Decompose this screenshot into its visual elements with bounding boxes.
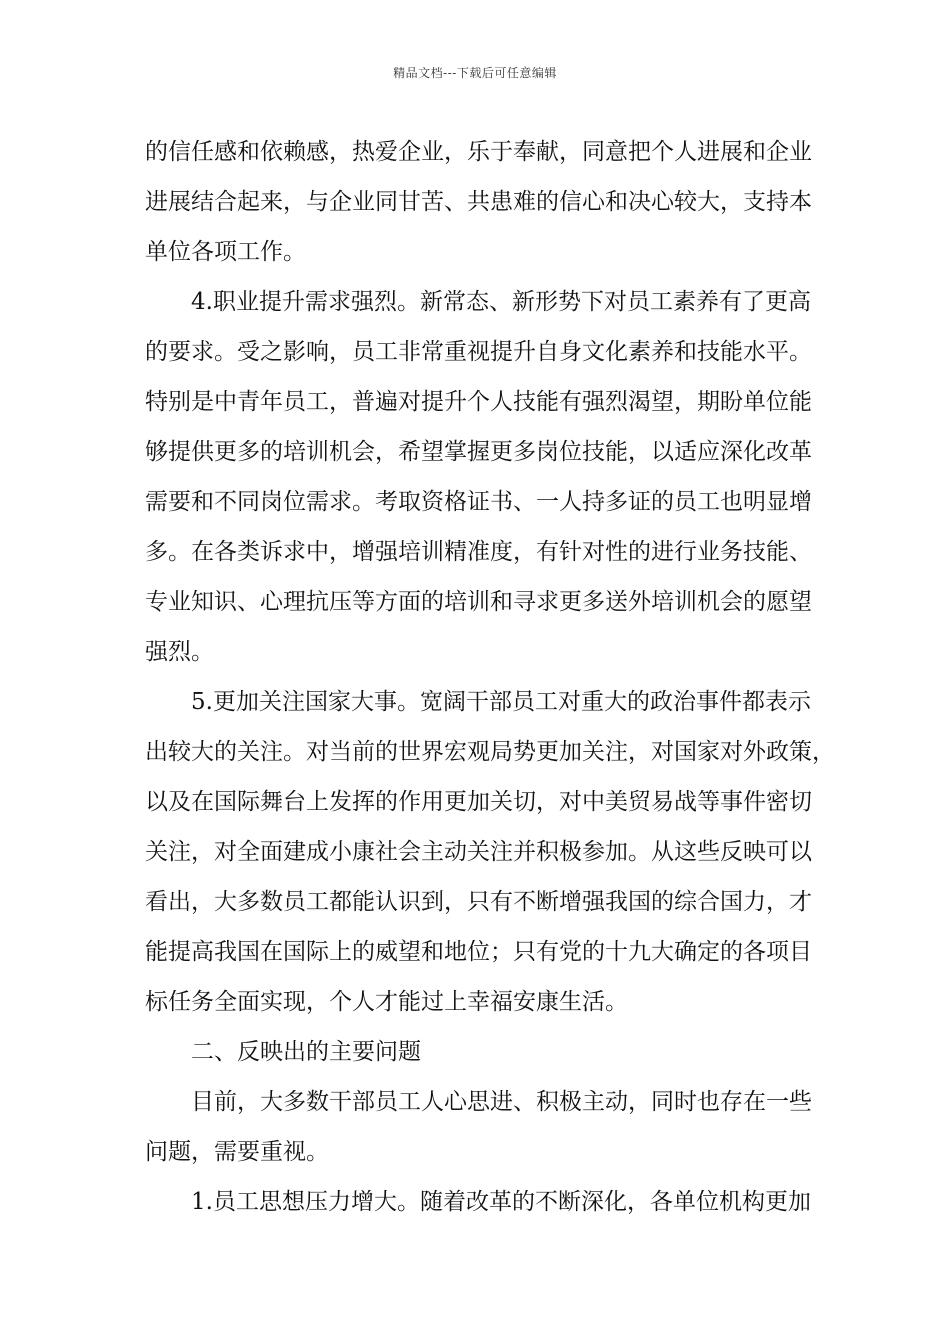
text-line: 能提高我国在国际上的威望和地位；只有党的十九大确定的各项目 xyxy=(145,939,812,965)
text-line: 问题，需要重视。 xyxy=(145,1139,329,1165)
text-line: 强烈。 xyxy=(145,639,214,665)
text-line: 目前，大多数干部员工人心思进、积极主动，同时也存在一些 xyxy=(191,1089,812,1115)
text-line: 的信任感和依赖感，热爱企业，乐于奉献，同意把个人进展和企业 xyxy=(145,139,812,165)
text-line: 看出，大多数员工都能认识到，只有不断增强我国的综合国力，才 xyxy=(145,889,812,915)
text-line: 多。在各类诉求中，增强培训精准度，有针对性的进行业务技能、 xyxy=(145,539,812,565)
text-line: 标任务全面实现，个人才能过上幸福安康生活。 xyxy=(145,989,628,1015)
text-line: 特别是中青年员工，普遍对提升个人技能有强烈渴望，期盼单位能 xyxy=(145,389,812,415)
text-line: 需要和不同岗位需求。考取资格证书、一人持多证的员工也明显增 xyxy=(145,489,812,515)
page-header: 精品文档---下载后可任意编辑 xyxy=(393,66,557,80)
text-line: 进展结合起来，与企业同甘苦、共患难的信心和决心较大，支持本 xyxy=(145,189,812,215)
text-line: 单位各项工作。 xyxy=(145,239,306,265)
text-line: 出较大的关注。对当前的世界宏观局势更加关注，对国家对外政策， xyxy=(145,739,835,765)
document-body xyxy=(145,130,835,1230)
text-line: 够提供更多的培训机会，希望掌握更多岗位技能，以适应深化改革 xyxy=(145,439,812,465)
text-line: 1.员工思想压力增大。随着改革的不断深化，各单位机构更加 xyxy=(191,1189,811,1215)
text-line: 5.更加关注国家大事。宽阔干部员工对重大的政治事件都表示 xyxy=(191,689,811,715)
text-line: 以及在国际舞台上发挥的作用更加关切，对中美贸易战等事件密切 xyxy=(145,789,812,815)
text-line: 关注，对全面建成小康社会主动关注并积极参加。从这些反映可以 xyxy=(145,839,812,865)
text-line: 专业知识、心理抗压等方面的培训和寻求更多送外培训机会的愿望 xyxy=(145,589,812,615)
text-line: 4.职业提升需求强烈。新常态、新形势下对员工素养有了更高 xyxy=(191,289,811,315)
text-line: 的要求。受之影响，员工非常重视提升自身文化素养和技能水平。 xyxy=(145,339,812,365)
text-line: 二、反映出的主要问题 xyxy=(191,1039,421,1065)
